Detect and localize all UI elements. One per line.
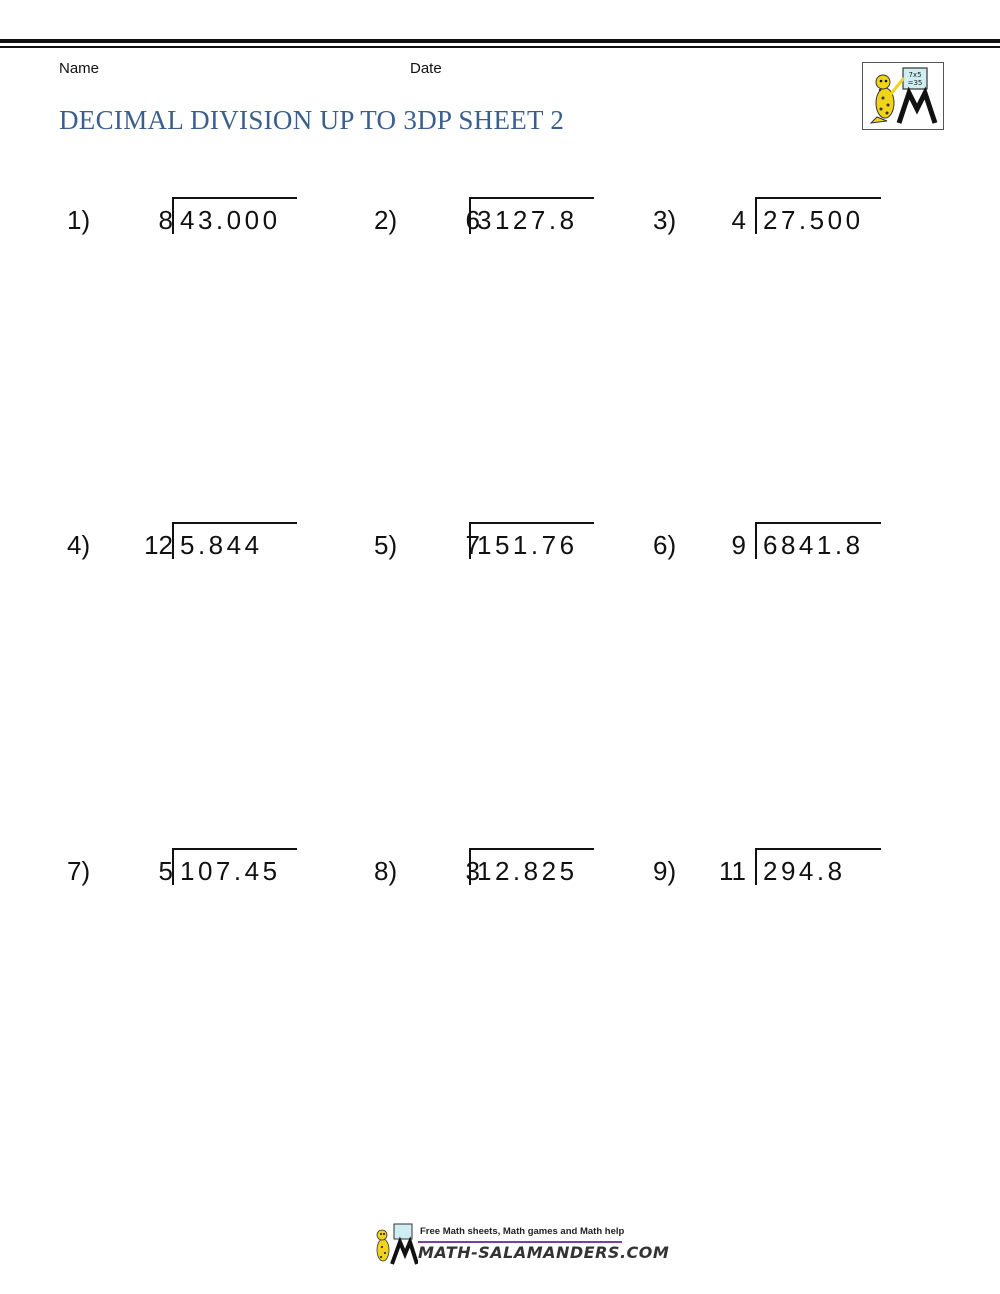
math-salamanders-logo (862, 62, 944, 130)
problem-3 (653, 197, 893, 237)
problem-1 (67, 197, 307, 237)
divisor: 6 (465, 205, 480, 235)
top-rule-thick (0, 39, 1000, 43)
problem-number: 4) (67, 530, 91, 560)
divisor: 5 (158, 856, 173, 886)
name-label: Name (59, 60, 100, 77)
problem-number: 7) (67, 856, 91, 886)
division-bracket (172, 848, 297, 885)
footer-salamander-icon (372, 1222, 418, 1266)
dividend: 5.844 (180, 530, 263, 560)
division-bracket (469, 197, 594, 234)
division-bracket (755, 848, 881, 885)
dividend: 294.8 (763, 856, 846, 886)
page-title: DECIMAL DIVISION UP TO 3DP SHEET 2 (59, 105, 565, 135)
division-bracket (755, 197, 881, 234)
problem-8 (374, 848, 614, 888)
problem-7 (67, 848, 307, 888)
dividend: 12.825 (477, 856, 578, 886)
divisor: 7 (465, 530, 480, 560)
problem-number: 9) (653, 856, 677, 886)
dividend: 107.45 (180, 856, 281, 886)
footer-tagline: Free Math sheets, Math games and Math help (420, 1226, 625, 1237)
top-rule-thin (0, 46, 1000, 48)
problem-number: 8) (374, 856, 398, 886)
dividend: 3127.8 (477, 205, 578, 235)
board-line-2: =35 (907, 79, 923, 87)
division-bracket (172, 197, 297, 234)
dividend: 6841.8 (763, 530, 864, 560)
footer-branding (372, 1222, 670, 1266)
divisor: 3 (465, 856, 480, 886)
board-line-1: 7x5 (908, 71, 922, 79)
footer-site-name: MATH-SALAMANDERS.COM (418, 1243, 670, 1262)
divisor: 12 (144, 530, 173, 560)
problem-number: 5) (374, 530, 398, 560)
problem-4 (67, 522, 307, 562)
division-bracket (172, 522, 297, 559)
division-bracket (755, 522, 881, 559)
problem-6 (653, 522, 893, 562)
division-bracket (469, 522, 594, 559)
problem-9 (653, 848, 893, 888)
dividend: 43.000 (180, 205, 281, 235)
problem-number: 6) (653, 530, 677, 560)
problem-5 (374, 522, 614, 562)
division-bracket (469, 848, 594, 885)
divisor: 9 (731, 530, 746, 560)
divisor: 4 (731, 205, 746, 235)
problem-number: 3) (653, 205, 677, 235)
salamander-teacher-icon (863, 63, 943, 129)
problem-number: 1) (67, 205, 91, 235)
problem-2 (374, 197, 614, 237)
date-label: Date (410, 60, 442, 77)
divisor: 8 (158, 205, 173, 235)
problem-number: 2) (374, 205, 398, 235)
dividend: 27.500 (763, 205, 864, 235)
divisor: 11 (719, 856, 746, 886)
dividend: 151.76 (477, 530, 578, 560)
